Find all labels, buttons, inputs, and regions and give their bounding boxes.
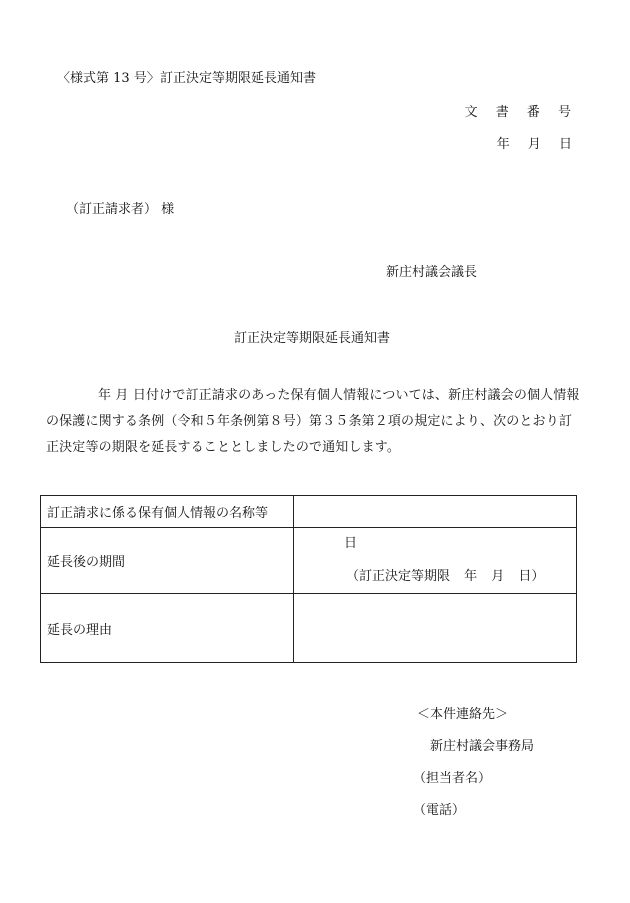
period-day-unit: 日 xyxy=(344,535,358,551)
document-date-label: 年 月 日 xyxy=(496,137,572,152)
table-label-extension-reason: 延長の理由 xyxy=(41,594,294,663)
contact-person: （担当者名） xyxy=(413,771,492,786)
table-label-extended-period: 延長後の期間 xyxy=(41,528,294,594)
recipient-line: （訂正請求者） 様 xyxy=(66,202,175,217)
table-value-extension-reason xyxy=(294,594,577,663)
contact-phone: （電話） xyxy=(413,803,466,818)
body-paragraph: 年 月 日付けで訂正請求のあった保有個人情報については、新庄村議会の個人情報の保護に関する条例（令和５年条例第８号）第３５条第２項の規定により、次のとおり訂正決定等の期限を延長することとしましたので通知します。 xyxy=(46,388,580,455)
form-number: 〈様式第 13 号〉 xyxy=(57,71,160,86)
table-row xyxy=(41,594,577,663)
table-label-info-name: 訂正請求に係る保有個人情報の名称等 xyxy=(41,496,294,528)
table-row xyxy=(41,528,577,594)
table-row xyxy=(41,496,577,528)
sender-name: 新庄村議会議長 xyxy=(386,265,478,280)
period-deadline-note: （訂正決定等期限 年 月 日） xyxy=(346,568,545,584)
table-value-info-name xyxy=(294,496,577,528)
contact-heading: ＜本件連絡先＞ xyxy=(417,707,509,722)
contact-office: 新庄村議会事務局 xyxy=(430,739,535,754)
document-number-label: 文 書 番 号 xyxy=(464,105,578,120)
info-table xyxy=(40,495,577,663)
document-title: 訂正決定等期限延長通知書 xyxy=(234,331,391,346)
form-title-header: 訂正決定等期限延長通知書 xyxy=(160,71,317,86)
table-value-extended-period xyxy=(294,528,577,594)
